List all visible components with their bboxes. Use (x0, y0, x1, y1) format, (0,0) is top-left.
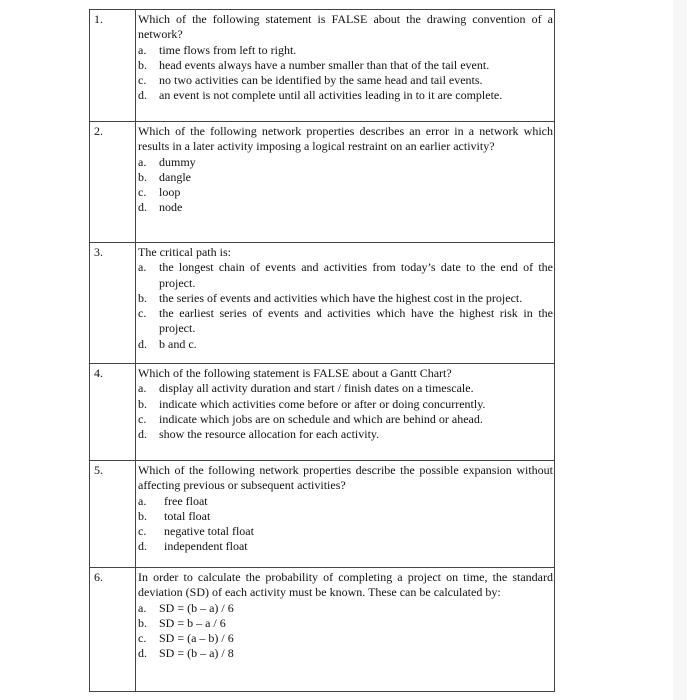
option-text: negative total float (164, 524, 254, 539)
question-number: 5. (90, 461, 136, 568)
question-row-4 (90, 364, 555, 461)
question-cell (136, 122, 555, 243)
scrollbar-track[interactable] (673, 0, 687, 700)
option-text: time flows from left to right. (159, 42, 297, 57)
option-item (138, 260, 553, 291)
option-letter: a. (138, 381, 147, 396)
question-row-5 (90, 461, 555, 568)
option-item (138, 170, 553, 185)
option-text: an event is not complete until all activities leading in to it are complete. (159, 88, 503, 103)
question-row-6 (90, 568, 555, 692)
question-cell (136, 10, 555, 122)
option-letter: c. (138, 411, 147, 426)
option-text: the earliest series of events and activities which have the highest risk in the project. (159, 306, 553, 336)
option-text: dangle (159, 169, 191, 184)
option-letter: b. (138, 290, 147, 305)
option-letter: a. (138, 154, 147, 169)
option-text: loop (159, 185, 181, 200)
option-letter: a. (138, 600, 147, 615)
option-letter: d. (138, 88, 147, 103)
option-text: SD = b – a / 6 (159, 615, 226, 630)
option-text: total float (164, 508, 211, 523)
option-text: b and c. (159, 336, 197, 351)
option-item (138, 509, 553, 524)
question-cell (136, 243, 555, 364)
option-text: indicate which activities come before or after or doing concurrently. (159, 396, 486, 411)
option-letter: c. (138, 631, 147, 646)
option-letter: d. (138, 539, 147, 554)
option-item (138, 185, 553, 200)
option-letter: d. (138, 336, 147, 351)
option-item (138, 306, 553, 337)
option-letter: b. (138, 57, 147, 72)
question-text: Which of the following statement is FALSE about the drawing convention of a network? (138, 12, 553, 42)
option-item (138, 155, 553, 170)
option-list (138, 43, 553, 104)
question-number: 4. (90, 364, 136, 461)
question-row-3 (90, 243, 555, 364)
option-list (138, 601, 553, 662)
question-row-2 (90, 122, 555, 243)
question-text: Which of the following network properties describe the possible expansion without affecting previous or subsequent activities? (138, 463, 553, 493)
option-item (138, 616, 553, 631)
option-letter: a. (138, 493, 147, 508)
option-list (138, 494, 553, 555)
option-letter: d. (138, 200, 147, 215)
question-number: 6. (90, 568, 136, 692)
option-letter: d. (138, 427, 147, 442)
option-text: show the resource allocation for each activity. (159, 427, 380, 442)
option-list (138, 381, 553, 442)
option-item (138, 88, 553, 103)
option-text: free float (164, 493, 208, 508)
option-item (138, 539, 553, 554)
option-item (138, 200, 553, 215)
option-item (138, 73, 553, 88)
option-letter: c. (138, 524, 147, 539)
option-item (138, 58, 553, 73)
question-number: 3. (90, 243, 136, 364)
option-text: the longest chain of events and activities from today’s date to the end of the project. (159, 260, 553, 290)
option-text: indicate which jobs are on schedule and which are behind or ahead. (159, 411, 483, 426)
question-row-1 (90, 10, 555, 122)
option-item (138, 412, 553, 427)
option-letter: b. (138, 169, 147, 184)
option-item (138, 291, 553, 306)
question-cell (136, 364, 555, 461)
option-list (138, 155, 553, 216)
question-text: In order to calculate the probability of completing a project on time, the standard deviation (SD) of each activity must be known. These can be calculated by: (138, 570, 553, 600)
option-letter: c. (138, 185, 147, 200)
question-text: Which of the following network properties describes an error in a network which results in a later activity imposing a logical restraint on an earlier activity? (138, 124, 553, 154)
option-item (138, 646, 553, 661)
option-item (138, 631, 553, 646)
option-item (138, 43, 553, 58)
question-table (89, 9, 555, 692)
question-cell (136, 568, 555, 692)
question-text: The critical path is: (138, 245, 231, 259)
option-list (138, 260, 553, 352)
question-number: 1. (90, 10, 136, 122)
option-letter: c. (138, 73, 147, 88)
option-item (138, 427, 553, 442)
option-letter: a. (138, 42, 147, 57)
option-text: node (159, 200, 183, 215)
option-text: SD = (b – a) / 6 (159, 600, 234, 615)
question-text: Which of the following statement is FALSE about a Gantt Chart? (138, 366, 452, 380)
option-item (138, 337, 553, 352)
option-text: no two activities can be identified by the same head and tail events. (159, 73, 483, 88)
option-letter: b. (138, 615, 147, 630)
option-item (138, 494, 553, 509)
option-letter: a. (138, 260, 147, 275)
option-letter: b. (138, 508, 147, 523)
option-text: independent float (164, 539, 248, 554)
option-letter: d. (138, 646, 147, 661)
option-text: the series of events and activities which have the highest cost in the project. (159, 290, 523, 305)
option-item (138, 397, 553, 412)
question-number: 2. (90, 122, 136, 243)
option-item (138, 381, 553, 396)
option-letter: c. (138, 306, 147, 321)
option-text: SD = (b – a) / 8 (159, 646, 234, 661)
option-item (138, 601, 553, 616)
option-text: head events always have a number smaller than that of the tail event. (159, 57, 490, 72)
option-text: SD = (a – b) / 6 (159, 631, 234, 646)
option-text: display all activity duration and start / finish dates on a timescale. (159, 381, 474, 396)
option-letter: b. (138, 396, 147, 411)
question-cell (136, 461, 555, 568)
option-text: dummy (159, 154, 196, 169)
option-item (138, 524, 553, 539)
